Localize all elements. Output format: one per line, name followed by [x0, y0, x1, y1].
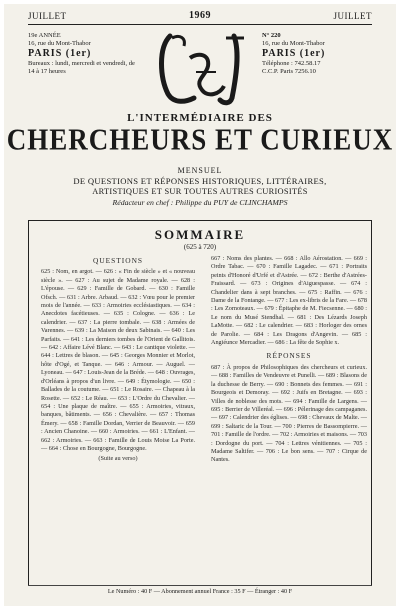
continued-note: (Suite au verso) [98, 455, 138, 463]
questions-list: 625 : Nom, en argot. — 626 : « Fin de siècle » et « nouveau siècle ». — 627 : Au sujet de Madame royale. — 628 : L'épouse. — 629 : Famille de Gobard. — 630 : Famille Ofsch. — 631 : Arbre. Arbaud. — 632 : Vœu pour le premier mois de l'année. — 633 : Armoiries ecclésiastiques. — 634 : Anecdotes facétieuses. — 635 : Cologne. — 636 : Le calendrier. — 637 : La pierre tombale. — 638 : Armées de Varennes. — 639 : La Maison de deux Sabinais. — 640 : Les Parfaits. — 641 : Les derniers tombes de l'Orient de Gallitois. — 642 : Affaire Lévé Blanc. — 643 : Le cantique violette. — 644 : Lettres de blason. — 645 : Georges Monnier et Morlot, hôte d'Ogé, et Tanque. — 646 : Armour. — Auguel. — Lyoneau. — 647 : Louis-Jean de la Bréde. — 648 : Ouvrages, d'Orléans à propos d'un livre. — 649 : Étymologie. — 650 : Ballades de la coutume. — 651 : Le Rosaire. — Chapeau à la Rosette. — 652 : Le Réau. — 653 : L'Ordre du Chevalier. — 654 : Une plaque de maître. — 655 : Armoiries, vitraux, banques, bâtiments. — 656 : Chevalière. — 657 : Thomas Émery. — 658 : Famille Dordan, Verrier de Beauvoir. — 659 : Ancien Chanoine. — 660 : Armoiries. — 661 : L'Enfant. — 662 : Armoiries. — 663 : Famille de Louis Moise La Porte. — 664 : Chose en Bourgogne, Bourgogne. [41, 268, 195, 452]
questions-continued: 667 : Noms des plantes. — 668 : Allo Aérostation. — 669 : Ordre Tabac. — 670 : Famille Lagadec. — 671 : Portraits peints d'Honoré d'Urfé et d'Astrée. — 672 : Berthe d'Astrées-Fraissard. — 673 : Origines d'Aiguespasse. — 674 : Chandelier dans à sept branches. — 675 : Raffin. — 676 : Dame de la Fontange. — 677 : Les ex-libris de la Fare. — 678 : Les Zornoteaux. — 679 : Épitaphe de M. Fiecsenne. — 680 : Le nom du Musé Stendhal. — 681 : Des Lézards Joseph LaMotte. — 682 : Le calendrier. — 683 : Horloger des ornes de Parolie. — 684 : Les Dragons d'Angevin. — 685 : Angiéunce Mercadier. — 686 : La fête de Sophie x. [211, 255, 367, 347]
issue-number: N° 220 [262, 32, 281, 39]
reponses-heading: RÉPONSES [266, 351, 312, 361]
sommaire-title: SOMMAIRE [154, 227, 246, 242]
office-hours: Bureaux : lundi, mercredi et vendredi, de 14 à 17 heures [28, 60, 135, 75]
right-publisher-info [262, 32, 372, 76]
price-line: Le Numéro : 40 F — Abonnement annuel France : 35 F — Étranger : 40 F [107, 588, 293, 595]
right-city: PARIS (1er) [262, 48, 326, 59]
reponses-list: 687 : À propos de Philosophiques des chercheurs et curieux. — 688 : Familles de Vendeuvre et Punelli. — 689 : Blasons de la duchesse de Berry. — 690 : Bonnets des femmes. — 691 : Bourgeois et Demoray. — 692 : Juifs en Bretagne. — 693 : Villes de noblesse des mots. — 694 : Famille de Largens. — 695 : Berrier de Villeréal. — 696 : Pélerinage des campaganes. — 697 : Calendrier des églises. — 698 : Chevaux de Malte. — 699 : Saltaric de la Tour. — 700 : Pierres de Bassompierre. — 701 : Famille de l'ordre. — 702 : Armoiries et maisons. — 703 : Dordogne du port. — 704 : Lettres vénitiennes. — 705 : Madame Saltifer. — 706 : Le bon sens. — 707 : Cirque de Nantes. [211, 363, 367, 464]
editor-credit: Rédacteur en chef : Philippe du PUY de CLINCHAMPS [112, 198, 288, 207]
table-of-contents [28, 220, 372, 586]
right-column [211, 255, 367, 465]
month-left: JUILLET [28, 11, 67, 21]
issue-year: 1969 [189, 10, 211, 21]
frequency: MENSUEL [177, 166, 223, 175]
left-address: 16, rue du Mont-Thabor [28, 40, 91, 47]
journal-cover [4, 4, 396, 606]
title-line-1: L'INTERMÉDIAIRE DES [127, 112, 273, 124]
subtitle-line-3: ARTISTIQUES ET SUR TOUTES AUTRES CURIOSITÉS [92, 187, 308, 196]
journal-title: CHERCHEURS ET CURIEUX [6, 121, 394, 157]
left-city: PARIS (1er) [28, 48, 92, 59]
ccp-number: C.C.P. Paris 7256.10 [262, 68, 316, 75]
month-right: JUILLET [333, 11, 372, 21]
l-et-i-monogram-logo [150, 28, 258, 108]
footer-divider [28, 585, 372, 586]
edition-year: 19e ANNÉE [28, 32, 61, 39]
sommaire-range: (625 à 720) [183, 243, 217, 251]
right-address: 16, rue du Mont-Thabor [262, 40, 325, 47]
questions-column [41, 255, 195, 464]
left-publisher-info [28, 32, 138, 76]
phone-number: Téléphone : 742.58.17 [262, 60, 321, 67]
masthead-line [28, 10, 372, 25]
questions-heading: QUESTIONS [92, 256, 144, 265]
subtitle-line-2: DE QUESTIONS ET RÉPONSES HISTORIQUES, LITTÉRAIRES, [73, 176, 327, 186]
